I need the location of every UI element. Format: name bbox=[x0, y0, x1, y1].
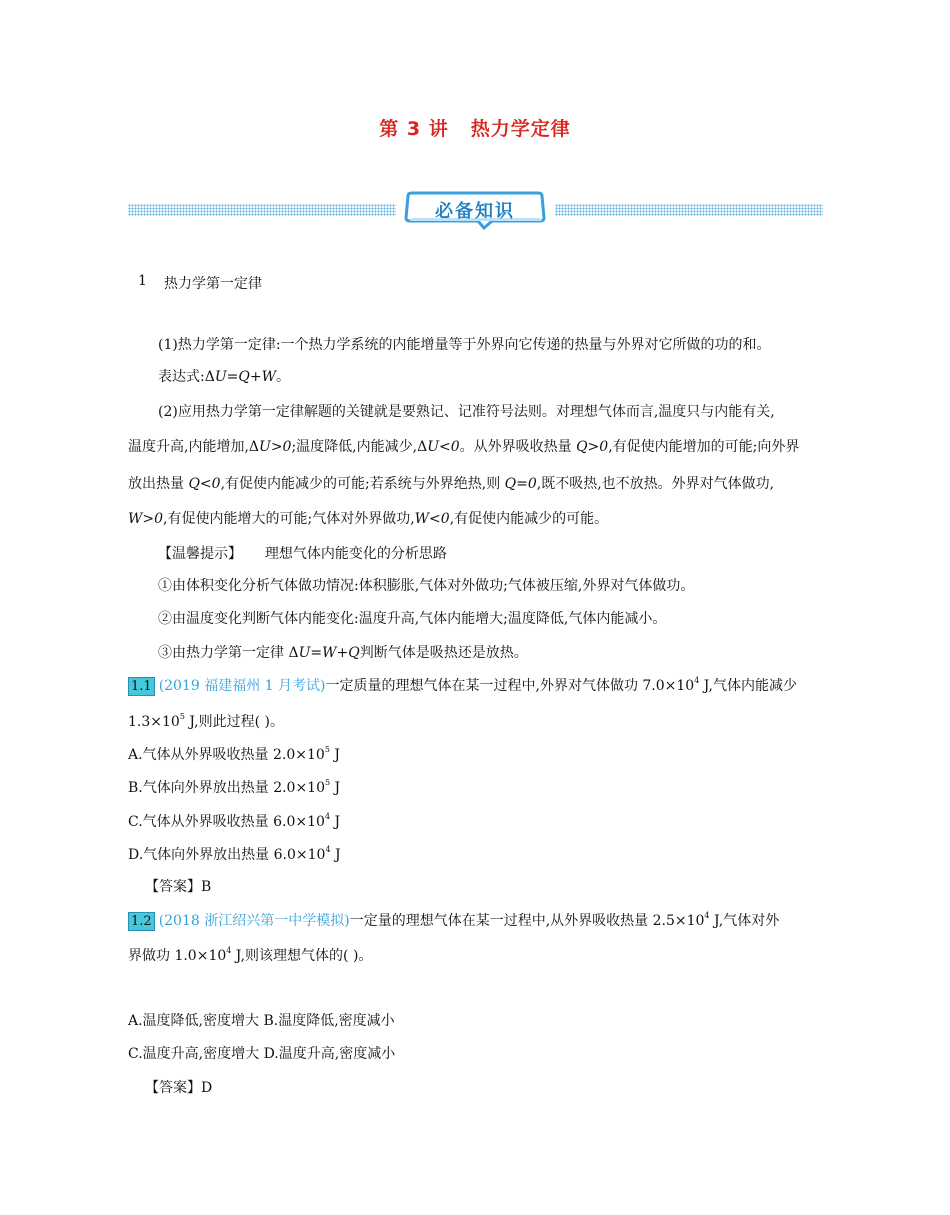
text-segment: 温度升高,内能增加,Δ bbox=[128, 439, 260, 455]
option-unit: J bbox=[330, 847, 341, 863]
text-segment: ,有促使内能减少的可能;若系统与外界绝热,则 bbox=[220, 476, 505, 492]
formula-line bbox=[158, 367, 290, 387]
section-number: 1 bbox=[138, 273, 147, 289]
question-1-option-a bbox=[128, 745, 340, 765]
question-source: (2019 福建福州 1 月考试) bbox=[158, 678, 326, 694]
option-unit: J bbox=[329, 747, 340, 763]
tip-heading bbox=[158, 544, 447, 564]
math-segment: W>0 bbox=[128, 511, 164, 527]
math-segment: Q>0 bbox=[576, 439, 609, 455]
question-1-option-c bbox=[128, 812, 340, 832]
text-segment: 判断气体是吸热还是放热。 bbox=[359, 645, 528, 661]
text-segment: 。从外界吸收热量 bbox=[459, 439, 577, 455]
exponent: 4 bbox=[226, 946, 232, 955]
question-2-options-row-1: A.温度降低,密度增大 B.温度降低,密度减小 bbox=[128, 1013, 395, 1029]
banner-dots-left bbox=[128, 204, 396, 216]
exponent: 5 bbox=[179, 712, 185, 721]
math-segment: U<0 bbox=[427, 439, 460, 455]
text-segment: 一定量的理想气体在某一过程中,从外界吸收热量 2.5×10 bbox=[349, 913, 705, 929]
math-segment: Q<0 bbox=[188, 476, 221, 492]
text-segment: J,气体对外 bbox=[709, 913, 780, 929]
question-2-stem-line-1 bbox=[128, 911, 779, 931]
exponent: 4 bbox=[325, 845, 331, 854]
text-segment: ,有促使内能增大的可能;气体对外界做功, bbox=[163, 511, 415, 527]
text-segment: J,则该理想气体的( )。 bbox=[231, 948, 373, 964]
text-segment: ,有促使内能减少的可能。 bbox=[449, 511, 609, 527]
banner-label: 必备知识 bbox=[435, 201, 515, 222]
question-1-stem-line-2 bbox=[128, 712, 284, 732]
exponent: 4 bbox=[324, 812, 331, 821]
text-segment: 放出热量 bbox=[128, 476, 189, 492]
question-1-option-d bbox=[128, 845, 341, 865]
option-unit: J bbox=[330, 780, 341, 796]
paragraph-2-line-4 bbox=[128, 509, 608, 529]
lecture-number: 第 3 讲 bbox=[379, 118, 449, 140]
tip-title: 理想气体内能变化的分析思路 bbox=[264, 546, 447, 562]
tip-item-2: ②由温度变化判断气体内能变化:温度升高,气体内能增大;温度降低,气体内能减小。 bbox=[158, 611, 667, 627]
paragraph-1: (1)热力学第一定律:一个热力学系统的内能增量等于外界向它传递的热量与外界对它所做的功的和。 bbox=[158, 337, 771, 353]
formula-end: 。 bbox=[275, 369, 290, 385]
option-text: A.气体从外界吸收热量 2.0×10 bbox=[128, 747, 325, 763]
section-title: 热力学第一定律 bbox=[164, 276, 262, 292]
paragraph-2-line-3 bbox=[128, 474, 774, 494]
paragraph-2-line-2 bbox=[128, 437, 799, 457]
question-2-stem-line-2 bbox=[128, 946, 372, 966]
question-2-answer: 【答案】D bbox=[145, 1080, 213, 1096]
section-banner bbox=[128, 190, 823, 230]
question-1-stem-line-1 bbox=[128, 676, 797, 696]
page-title bbox=[0, 114, 950, 141]
paragraph-2-line-1: (2)应用热力学第一定律解题的关键就是要熟记、记准符号法则。对理想气体而言,温度只与内能有关, bbox=[158, 404, 775, 420]
exponent: 5 bbox=[325, 778, 331, 787]
text-segment: ,有促使内能增加的可能;向外界 bbox=[608, 439, 800, 455]
formula-delta: Δ bbox=[204, 369, 215, 385]
formula-label: 表达式: bbox=[158, 369, 205, 385]
tip-item-1: ①由体积变化分析气体做功情况:体积膨胀,气体对外做功;气体被压缩,外界对气体做功。 bbox=[158, 578, 695, 594]
exponent: 4 bbox=[704, 911, 710, 920]
tip-label: 【温馨提示】 bbox=[158, 546, 242, 562]
math-segment: U>0 bbox=[259, 439, 292, 455]
text-segment: 界做功 1.0×10 bbox=[128, 948, 227, 964]
banner-dots-right bbox=[555, 204, 823, 216]
question-number: 1.2 bbox=[128, 912, 155, 931]
option-unit: J bbox=[330, 814, 341, 830]
question-2-options-row-2: C.温度升高,密度增大 D.温度升高,密度减小 bbox=[128, 1046, 396, 1062]
option-text: C.气体从外界吸收热量 6.0×10 bbox=[128, 814, 325, 830]
lecture-topic: 热力学定律 bbox=[470, 118, 571, 140]
text-segment: ③由热力学第一定律 Δ bbox=[158, 645, 299, 661]
text-segment: 1.3×10 bbox=[128, 714, 180, 730]
option-text: B.气体向外界放出热量 2.0×10 bbox=[128, 780, 325, 796]
banner-badge bbox=[398, 190, 552, 230]
math-segment: U=W+Q bbox=[298, 645, 360, 661]
question-number: 1.1 bbox=[128, 677, 155, 696]
math-segment: Q=0 bbox=[504, 476, 537, 492]
exponent: 4 bbox=[694, 676, 700, 685]
text-segment: ,既不吸热,也不放热。外界对气体做功, bbox=[536, 476, 775, 492]
text-segment: J,则此过程( )。 bbox=[184, 714, 284, 730]
question-1-option-b bbox=[128, 778, 340, 798]
option-text: D.气体向外界放出热量 6.0×10 bbox=[128, 847, 326, 863]
text-segment: 一定质量的理想气体在某一过程中,外界对气体做功 7.0×10 bbox=[325, 678, 695, 694]
formula-expression: U=Q+W bbox=[214, 369, 276, 385]
text-segment: J,气体内能减少 bbox=[699, 678, 798, 694]
math-segment: W<0 bbox=[414, 511, 450, 527]
tip-item-3 bbox=[158, 643, 528, 663]
exponent: 5 bbox=[324, 745, 330, 754]
text-segment: ;温度降低,内能减少,Δ bbox=[291, 439, 428, 455]
question-source: (2018 浙江绍兴第一中学模拟) bbox=[158, 913, 350, 929]
question-1-answer: 【答案】B bbox=[145, 879, 212, 895]
